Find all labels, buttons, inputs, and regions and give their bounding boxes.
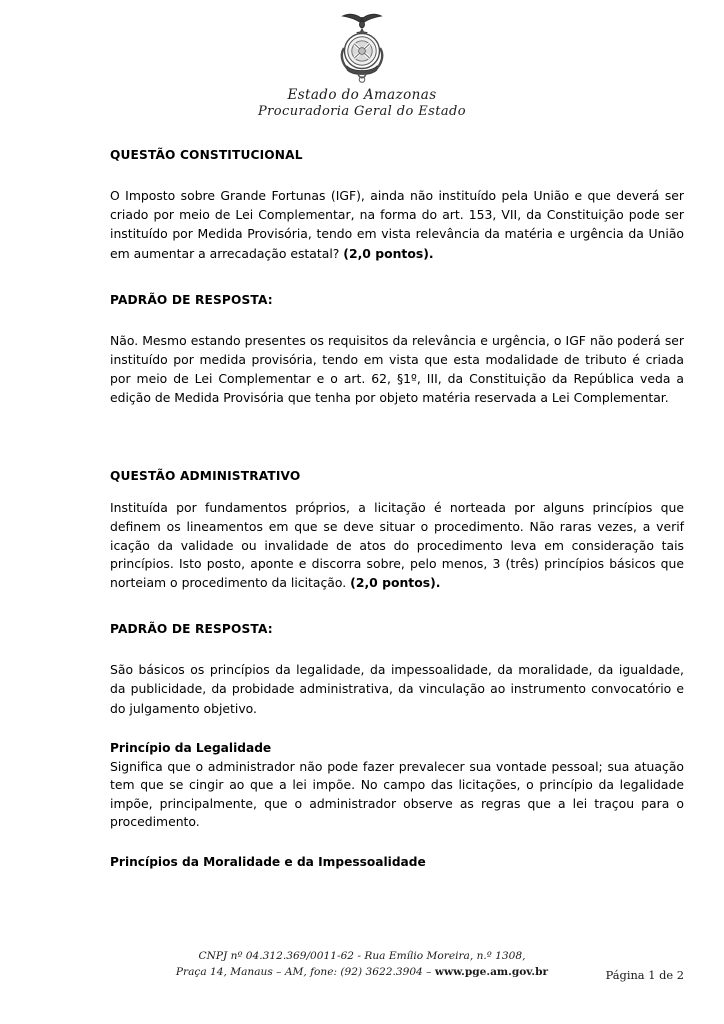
footer-website-link[interactable]: www.pge.am.gov.br — [434, 965, 549, 978]
question-constitutional-paragraph — [110, 186, 684, 263]
spacer — [110, 638, 684, 660]
principle-text-legalidade: Significa que o administrador não pode fazer prevalecer sua vontade pessoal; sua atuação tem que se cingir ao que a lei impõe. No campo das licitações, o princípio da legalidade impõe, principalmente, que o administrador observe as regras que a lei traçou para o procedimento. — [110, 758, 684, 830]
spacer — [110, 832, 684, 854]
org-state-line: Estado do Amazonas — [287, 87, 437, 103]
document-body — [110, 148, 684, 872]
section-title-constitutional: QUESTÃO CONSTITUCIONAL — [110, 148, 303, 162]
footer-contact-text: Praça 14, Manaus – AM, fone: (92) 3622.3904 – — [175, 965, 435, 978]
answer-administrative-paragraph: São básicos os princípios da legalidade, da impessoalidade, da moralidade, da igualdade, da publicidade, da probidade administrativa, da vinculação ao instrumento convocatório e do julgamento objetivo. — [110, 662, 684, 716]
question-administrative-paragraph — [110, 499, 684, 592]
spacer — [110, 263, 684, 293]
page-number: Página 1 de 2 — [605, 968, 684, 982]
section-title-administrative: QUESTÃO ADMINISTRATIVO — [110, 469, 301, 484]
question-administrative-text: Instituída por fundamentos próprios, a licitação é norteada por alguns princípios que definem os lineamentos em que se deve situar o procedimento. Não raras vezes, a verif icação da validade ou invalidade de atos do procedimento leva em consideração tais princípios. Isto posto, aponte e discorra sobre, pelo menos, 3 (três) princípios básicos que norteiam o procedimento da licitação. — [110, 500, 684, 590]
organization-name-block — [0, 88, 724, 119]
spacer — [110, 309, 684, 331]
spacer — [110, 407, 684, 469]
footer-address-line-1: CNPJ nº 04.312.369/0011-62 - Rua Emílio Moreira, n.º 1308, — [198, 950, 526, 963]
spacer — [110, 718, 684, 740]
answer-constitutional-paragraph: Não. Mesmo estando presentes os requisitos da relevância e urgência, o IGF não poderá ser instituído por medida provisória, tendo em vista que esta modalidade de tributo é criada por meio de Lei Complementar e o art. 62, §1º, III, da Constituição da República veda a edição de Medida Provisória que tenha por objeto matéria reservada a Lei Complementar. — [110, 332, 684, 406]
principle-title-legalidade: Princípio da Legalidade — [110, 740, 272, 755]
coat-of-arms-icon — [335, 10, 389, 86]
question-constitutional-text: O Imposto sobre Grande Fortunas (IGF), ainda não instituído pela União e que deverá ser criado por meio de Lei Complementar, na forma do art. 153, VII, da Constituição pode ser instituído por Medida Provisória, tendo em vista relevância da matéria e urgência da União em aumentar a arrecadação estatal? — [110, 187, 684, 261]
answer-title-constitutional: PADRÃO DE RESPOSTA: — [110, 292, 273, 307]
question-constitutional-points: (2,0 pontos). — [343, 245, 434, 261]
spacer — [110, 592, 684, 622]
document-header — [0, 0, 724, 119]
principle-title-moralidade-impessoalidade: Princípios da Moralidade e da Impessoalidade — [110, 855, 426, 870]
spacer — [110, 485, 684, 499]
question-administrative-points: (2,0 pontos). — [350, 574, 441, 590]
spacer — [110, 164, 684, 186]
org-body-line: Procuradoria Geral do Estado — [258, 103, 466, 119]
answer-title-administrative: PADRÃO DE RESPOSTA: — [110, 622, 273, 637]
